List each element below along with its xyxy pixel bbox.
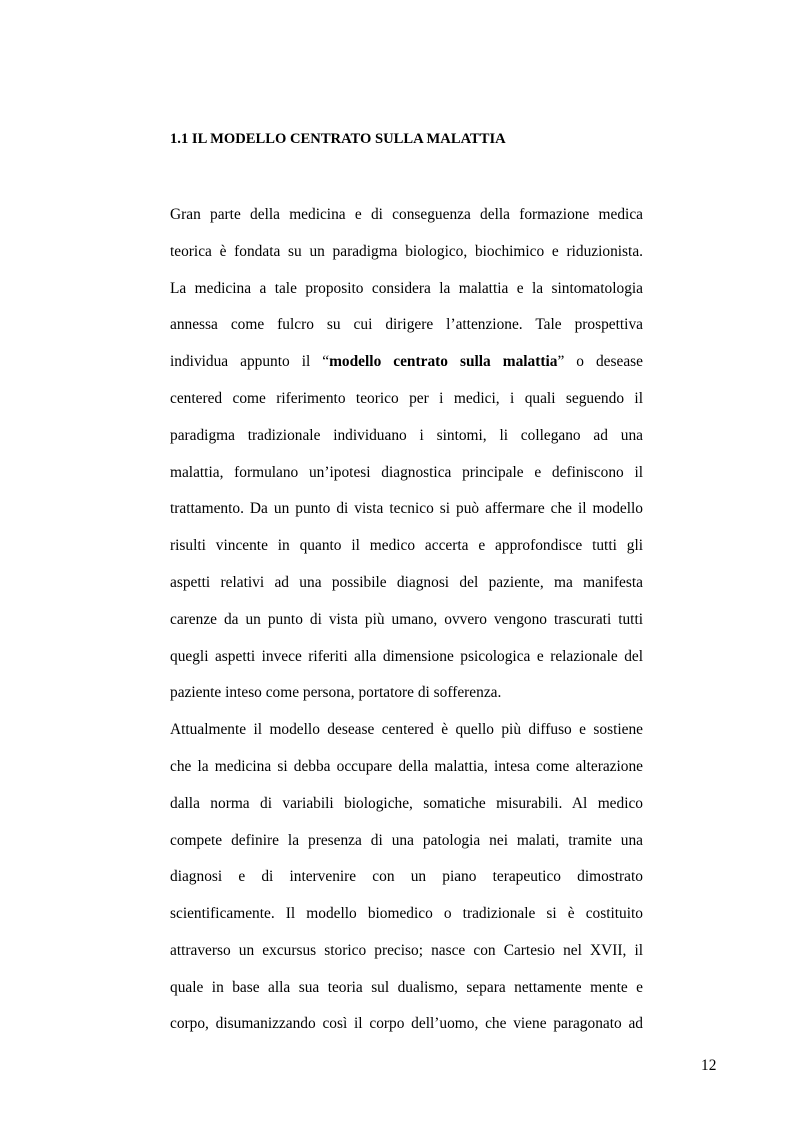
emphasis-text: modello centrato sulla malattia [329,353,558,370]
text-line: paradigma tradizionale individuano i sintomi, li collegano ad una [170,427,643,444]
text-line: La medicina a tale proposito considera la malattia e la sintomatologia [170,280,643,297]
text-line: corpo, disumanizzando così il corpo dell’uomo, che viene paragonato ad [170,1015,643,1032]
text-line: compete definire la presenza di una patologia nei malati, tramite una [170,832,643,849]
text-line: carenze da un punto di vista più umano, ovvero vengono trascurati tutti [170,611,643,628]
text-line: diagnosi e di intervenire con un piano terapeutico dimostrato [170,868,643,885]
text-line: scientificamente. Il modello biomedico o tradizionale si è costituito [170,905,643,922]
text-line-with-emphasis [170,352,643,372]
page-number: 12 [701,1057,717,1074]
text-line: annessa come fulcro su cui dirigere l’attenzione. Tale prospettiva [170,316,643,333]
text-line: Attualmente il modello desease centered è quello più diffuso e sostiene [170,721,643,738]
text-line: dalla norma di variabili biologiche, somatiche misurabili. Al medico [170,795,643,812]
text-line: che la medicina si debba occupare della malattia, intesa come alterazione [170,758,643,775]
text-line: trattamento. Da un punto di vista tecnico si può affermare che il modello [170,500,643,517]
text-line: risulti vincente in quanto il medico accerta e approfondisce tutti gli [170,537,643,554]
text-line: quegli aspetti invece riferiti alla dimensione psicologica e relazionale del [170,648,643,665]
text-line: Gran parte della medicina e di conseguenza della formazione medica [170,206,643,223]
text-line: aspetti relativi ad una possibile diagnosi del paziente, ma manifesta [170,574,643,591]
section-heading: 1.1 IL MODELLO CENTRATO SULLA MALATTIA [170,131,506,147]
text-line: quale in base alla sua teoria sul dualismo, separa nettamente mente e [170,979,643,996]
text-line: teorica è fondata su un paradigma biologico, biochimico e riduzionista. [170,243,643,260]
text-line: attraverso un excursus storico preciso; nasce con Cartesio nel XVII, il [170,942,643,959]
text-segment: individua appunto il “ [170,353,330,370]
text-segment: ” o desease [557,353,643,370]
text-line: centered come riferimento teorico per i medici, i quali seguendo il [170,390,643,407]
text-line: malattia, formulano un’ipotesi diagnostica principale e definiscono il [170,464,643,481]
text-line: paziente inteso come persona, portatore di sofferenza. [170,684,502,701]
